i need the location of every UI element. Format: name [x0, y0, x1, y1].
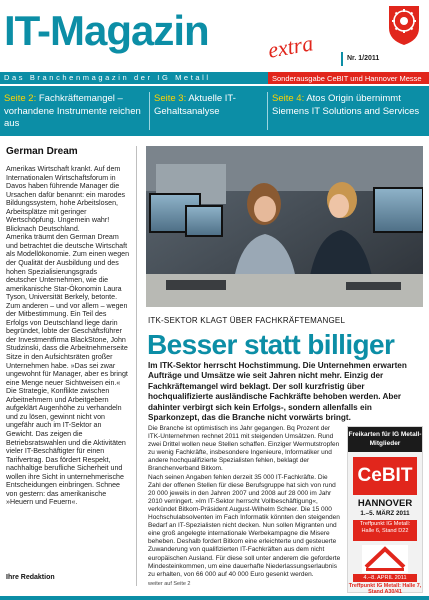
messe-dates: 4.–8. APRIL 2011 [353, 574, 417, 582]
cebit-dates: 1.–5. MÄRZ 2011 [360, 510, 410, 517]
editorial-paragraph: Die Strategie, Konflikte zwischen Arbeitnehmern und Arbeitgebern aufgeklärt Augenhöhe zu verhandeln und zu lösen, gewinnt nicht von ungefähr auch im IT-Sektor an Gewicht. Das zeigen die Betriebsratswahlen und die Aktivitäten vieler IT-Beschäftigter für einen Tarifvertrag. Das fördert Respekt, nachhaltige berufliche Sicherheit und wollen ihre Sicht in unternehmerische Entscheidungen einbringen. Schnee von gestern: das amerikanische »Heuern und Feuern«. [6, 387, 126, 507]
teaser-divider [149, 92, 150, 130]
teaser-label: Seite 3: [154, 93, 187, 104]
teaser-label: Seite 4: [272, 93, 305, 104]
ig-metall-logo-icon [386, 4, 422, 46]
footer-line [0, 596, 429, 600]
messe-booth: Treffpunkt IG Metall: Halle 7, Stand A30/41 [348, 583, 422, 595]
teaser-page-4[interactable] [272, 93, 427, 118]
editorial-signature: Ihre Redaktion [6, 574, 55, 581]
editorial-heading: German Dream [6, 146, 78, 157]
teaser-row [0, 86, 429, 136]
teaser-page-3[interactable] [154, 93, 258, 118]
photo-it-workers [146, 146, 423, 307]
teaser-page-2[interactable] [4, 93, 144, 131]
trade-fair-ad [347, 426, 423, 593]
teaser-divider [267, 92, 268, 130]
issue-divider [341, 52, 343, 66]
editorial-paragraph: Amerikas Wirtschaft krankt. Auf dem Internationalen Wirtschaftsforum in Davos haben führende Manager die Ursachen dafür benannt: ein marodes Bildungssystem, hohe Arbeitslosen, Arbeitsplätze mit geringer Wertschöpfung. Ungemein wahr! Blicknach Deutschland. [6, 165, 126, 233]
teaser-text: Fachkräftemangel – vorhandene Instrumente reichen aus [4, 93, 141, 129]
magazine-title: IT-Magazin [4, 7, 209, 54]
issue-number: Nr. 1/2011 [347, 55, 380, 62]
cebit-booth: Treffpunkt IG Metall: Halle 6, Stand D22 [353, 520, 417, 541]
editorial-paragraph: Amerika träumt den German Dream und betrachtet die deutsche Wirtschaft als Modellökonomie. Zum einen wegen der Qualität der Ausbildung und des hohen Spezialisierungsgrads deutscher Unternehmen, wie die amerikanische Star-Ökonomin Laura Tyson, Universität Berkely, betonte. Zum anderen – und vor allem – wegen der Mitbestimmung. Ein Teil des Erfolgs von Deutschland liege darin begründet, lobte der Geschäftsführer der Investmentfirma BlackStone, John Studzinski, dass die Arbeitnehmerseite Sitze in den Aufsichtsräten großer Unternehmen habe. »Das sei zwar ungewohnt für Manager, aber es bringt eine Menge neuer Sichtweisen ein.« [6, 233, 130, 387]
cebit-logo: CeBIT [353, 457, 417, 495]
continuation-link[interactable]: weiter auf Seite 2 [148, 580, 191, 587]
subtitle-bar [0, 72, 429, 84]
article-headline: Besser statt billiger [147, 329, 395, 360]
cebit-city: HANNOVER [357, 498, 413, 509]
article-kicker: ITK-SEKTOR KLAGT ÜBER FACHKRÄFTEMANGEL [148, 316, 346, 325]
extra-label: extra [266, 30, 315, 63]
teaser-text: Atos Origin übernimmt Siemens IT Solutions and Services [272, 93, 420, 117]
column-divider [136, 146, 137, 586]
editorial-text [6, 165, 130, 571]
tagline: Das Branchenmagazin der IG Metall [4, 73, 211, 82]
article-paragraph: Die Branche ist optimistisch ins Jahr gegangen. Bq Prozent der ITK-Unternehmen rechnet 2011 mit steigenden Umsätzen. Rund zwei Drittel wollen neue Stellen schaffen. Einziger Wermutstropfen zu wenig Fachkräfte, insbesondere Ingenieure, Informatiker und andere hochqualifizierte Spezialisten fehlen, beklagt der Branchenverband Bitkom. [148, 425, 340, 473]
ad-heading: Freikarten für IG Metall-Mitglieder [348, 427, 422, 452]
teaser-text: Aktuelle IT-Gehaltsanalyse [154, 93, 236, 117]
article-lead: Im ITK-Sektor herrscht Hochstimmung. Die Unternehmen erwarten Aufträge und Umsätze wie seit Jahren nicht mehr. Einzig der Fachkräftemangel wird beklagt. Der soll kurzfristig über hochqualifizierte ausländische Fachkräfte behoben werden. Aber dahinter verbirgt sich kein Erfolgs-, sondern allenfalls ein Sparkonzept, das die Branche nicht vorwärts bringt. [148, 361, 407, 423]
article-body [148, 425, 342, 595]
special-edition-label: Sonderausgabe CeBIT und Hannover Messe [268, 72, 429, 84]
hannover-messe-logo-icon [362, 545, 408, 573]
teaser-label: Seite 2: [4, 93, 37, 104]
article-paragraph: Nach seinen Angaben fehlen derzeit 35 000 IT-Fachkräfte. Die Zahl der offenen Stellen für diese Berufsgruppe hat sich von rund 20 000 jeweils in den Jahren 2007 und 2008 auf 28 000 im Jahr 2010 verringert. »Im IT-Sektor herrscht Vollbeschäftigung«, verkündet Bitkom-Präsident August-Wilhelm Scheer. Die 15 000 Hochschulabsolventen im Fach Informatik könnten den steigenden Bedarf an IT-Spezialisten nicht decken. Nun sollen Migranten und eine groß angelegte internationale Werbekampagne die Misere beheben. Deshalb fordert Bitkom eine erleichterte und gesteuerte Zuwanderung von qualifizierten IT-Fachkräften aus dem nicht europäischen Ausland. Für diese soll unter anderem die geforderte Mindesteinkommen, um eine dauerhafte Niederlassungserlaubnis zu erhalten, von 66 000 auf 40 000 Euro gesenkt werden. [148, 473, 341, 578]
masthead [0, 0, 429, 70]
